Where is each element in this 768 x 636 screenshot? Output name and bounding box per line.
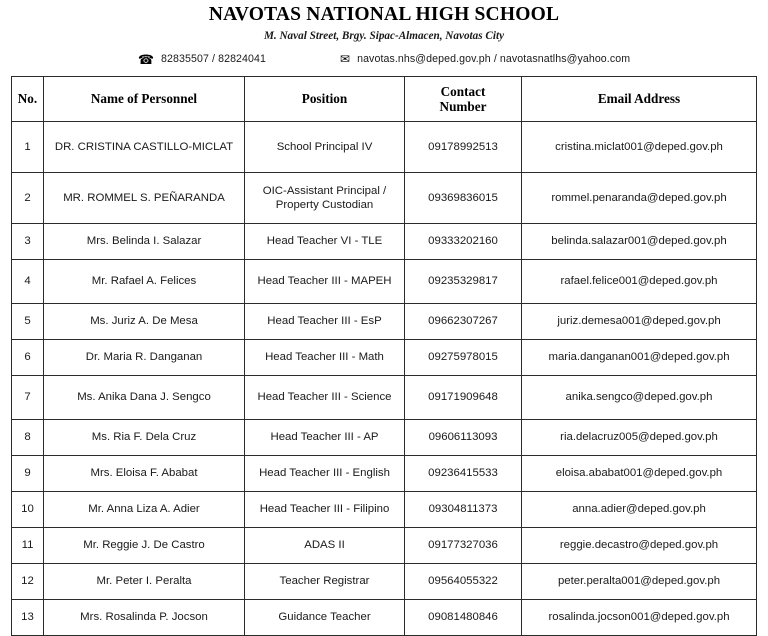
table-body xyxy=(12,122,757,636)
cell-no: 8 xyxy=(12,420,44,456)
table-row xyxy=(12,600,757,636)
cell-position: OIC-Assistant Principal / Property Custodian xyxy=(245,173,405,224)
table-row xyxy=(12,564,757,600)
cell-name: Mrs. Rosalinda P. Jocson xyxy=(44,600,245,636)
table-row xyxy=(12,420,757,456)
cell-position: Head Teacher VI - TLE xyxy=(245,224,405,260)
cell-name: DR. CRISTINA CASTILLO-MICLAT xyxy=(44,122,245,173)
cell-position: Head Teacher III - MAPEH xyxy=(245,260,405,304)
email-addresses: navotas.nhs@deped.gov.ph / navotasnatlhs@yahoo.com xyxy=(357,53,631,66)
cell-no: 1 xyxy=(12,122,44,173)
cell-no: 10 xyxy=(12,492,44,528)
cell-no: 9 xyxy=(12,456,44,492)
table-row xyxy=(12,224,757,260)
school-name-title: NAVOTAS NATIONAL HIGH SCHOOL xyxy=(208,4,560,25)
cell-contact: 09178992513 xyxy=(405,122,522,173)
column-header-contact-number xyxy=(405,77,522,122)
cell-no: 4 xyxy=(12,260,44,304)
table-row xyxy=(12,260,757,304)
contact-header-line1: Contact xyxy=(440,83,486,99)
letterhead xyxy=(0,0,768,66)
personnel-directory-table xyxy=(11,76,757,636)
cell-email: eloisa.ababat001@deped.gov.ph xyxy=(522,456,757,492)
telephone-icon: ☎ xyxy=(137,51,155,67)
table-row xyxy=(12,122,757,173)
cell-name: MR. ROMMEL S. PEÑARANDA xyxy=(44,173,245,224)
contact-line xyxy=(0,53,768,66)
cell-name: Dr. Maria R. Danganan xyxy=(44,340,245,376)
cell-no: 3 xyxy=(12,224,44,260)
cell-contact: 09606113093 xyxy=(405,420,522,456)
cell-email: cristina.miclat001@deped.gov.ph xyxy=(522,122,757,173)
cell-email: juriz.demesa001@deped.gov.ph xyxy=(522,304,757,340)
cell-email: ria.delacruz005@deped.gov.ph xyxy=(522,420,757,456)
cell-contact: 09564055322 xyxy=(405,564,522,600)
cell-contact: 09236415533 xyxy=(405,456,522,492)
column-header-name: Name of Personnel xyxy=(44,77,245,122)
cell-no: 12 xyxy=(12,564,44,600)
cell-email: anna.adier@deped.gov.ph xyxy=(522,492,757,528)
cell-position: Head Teacher III - EsP xyxy=(245,304,405,340)
cell-position: Head Teacher III - Math xyxy=(245,340,405,376)
table-row xyxy=(12,528,757,564)
cell-contact: 09333202160 xyxy=(405,224,522,260)
cell-email: rosalinda.jocson001@deped.gov.ph xyxy=(522,600,757,636)
table-row xyxy=(12,456,757,492)
cell-no: 11 xyxy=(12,528,44,564)
cell-position: ADAS II xyxy=(245,528,405,564)
cell-contact: 09081480846 xyxy=(405,600,522,636)
phone-contact xyxy=(138,53,266,66)
contact-header-line2: Number xyxy=(439,99,487,114)
cell-name: Ms. Anika Dana J. Sengco xyxy=(44,376,245,420)
cell-no: 7 xyxy=(12,376,44,420)
cell-contact: 09275978015 xyxy=(405,340,522,376)
cell-no: 5 xyxy=(12,304,44,340)
cell-contact: 09369836015 xyxy=(405,173,522,224)
cell-name: Mr. Rafael A. Felices xyxy=(44,260,245,304)
cell-contact: 09177327036 xyxy=(405,528,522,564)
cell-position: Head Teacher III - English xyxy=(245,456,405,492)
cell-name: Ms. Ria F. Dela Cruz xyxy=(44,420,245,456)
cell-name: Mrs. Belinda I. Salazar xyxy=(44,224,245,260)
cell-email: rafael.felice001@deped.gov.ph xyxy=(522,260,757,304)
cell-position: Head Teacher III - Filipino xyxy=(245,492,405,528)
cell-contact: 09235329817 xyxy=(405,260,522,304)
table-row xyxy=(12,376,757,420)
school-address: M. Naval Street, Brgy. Sipac-Almacen, Navotas City xyxy=(263,30,505,43)
cell-contact: 09171909648 xyxy=(405,376,522,420)
cell-email: belinda.salazar001@deped.gov.ph xyxy=(522,224,757,260)
cell-name: Mr. Peter I. Peralta xyxy=(44,564,245,600)
cell-email: peter.peralta001@deped.gov.ph xyxy=(522,564,757,600)
cell-name: Mr. Reggie J. De Castro xyxy=(44,528,245,564)
cell-name: Mrs. Eloisa F. Ababat xyxy=(44,456,245,492)
table-row xyxy=(12,340,757,376)
table-row xyxy=(12,304,757,340)
phone-numbers: 82835507 / 82824041 xyxy=(161,53,267,66)
cell-email: reggie.decastro@deped.gov.ph xyxy=(522,528,757,564)
cell-name: Ms. Juriz A. De Mesa xyxy=(44,304,245,340)
cell-position: School Principal IV xyxy=(245,122,405,173)
cell-contact: 09304811373 xyxy=(405,492,522,528)
table-row xyxy=(12,173,757,224)
cell-no: 6 xyxy=(12,340,44,376)
cell-no: 2 xyxy=(12,173,44,224)
cell-position: Guidance Teacher xyxy=(245,600,405,636)
email-contact xyxy=(340,53,630,65)
column-header-position: Position xyxy=(245,77,405,122)
cell-position: Head Teacher III - AP xyxy=(245,420,405,456)
table-row xyxy=(12,492,757,528)
cell-email: rommel.penaranda@deped.gov.ph xyxy=(522,173,757,224)
column-header-email: Email Address xyxy=(522,77,757,122)
cell-no: 13 xyxy=(12,600,44,636)
cell-contact: 09662307267 xyxy=(405,304,522,340)
cell-position: Head Teacher III - Science xyxy=(245,376,405,420)
table-header-row xyxy=(12,77,757,122)
cell-position: Teacher Registrar xyxy=(245,564,405,600)
cell-name: Mr. Anna Liza A. Adier xyxy=(44,492,245,528)
column-header-no: No. xyxy=(12,77,44,122)
cell-email: anika.sengco@deped.gov.ph xyxy=(522,376,757,420)
personnel-table-container xyxy=(11,76,756,636)
envelope-icon: ✉ xyxy=(340,52,351,67)
table-header xyxy=(12,77,757,122)
cell-email: maria.danganan001@deped.gov.ph xyxy=(522,340,757,376)
